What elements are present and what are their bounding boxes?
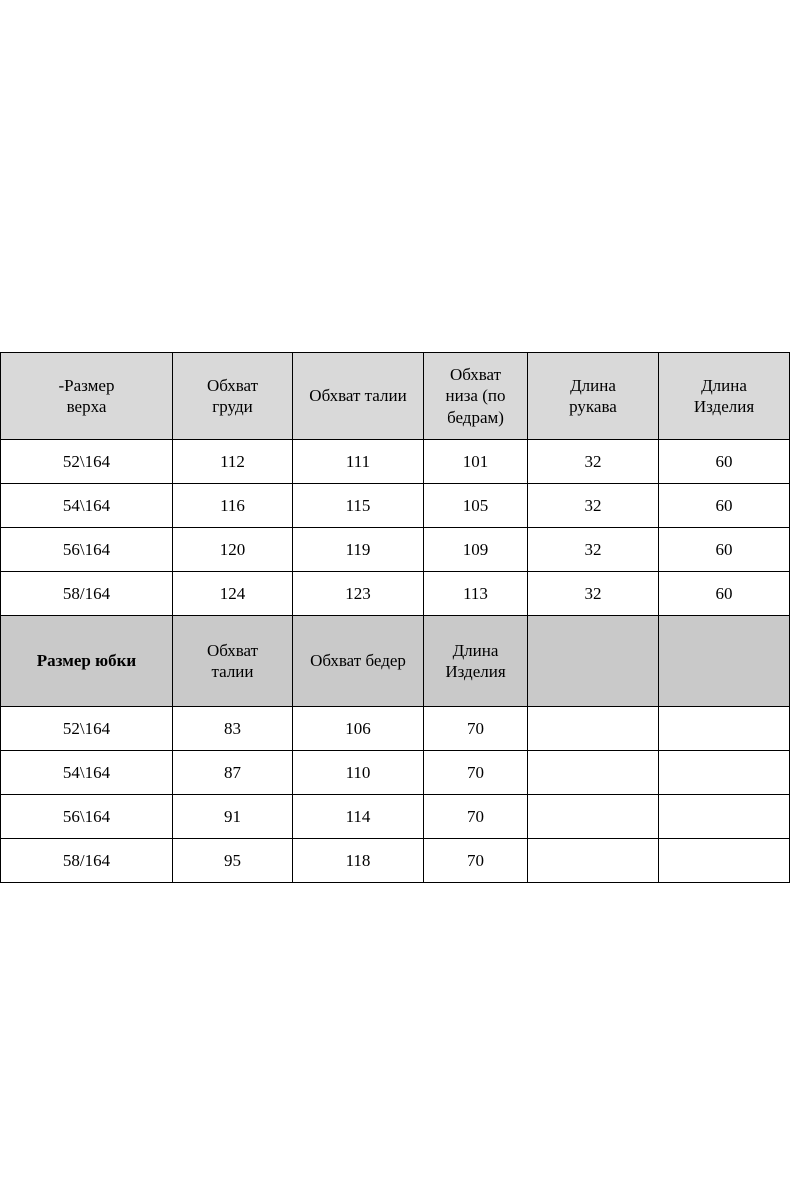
cell-skirt-size: 52\164: [1, 707, 173, 751]
cell-size: 58/164: [1, 572, 173, 616]
cell-item-length: 60: [659, 440, 790, 484]
cell-skirt-length: 70: [424, 839, 528, 883]
cell-skirt-length: 70: [424, 707, 528, 751]
header-line: верха: [66, 397, 107, 416]
header-cell-bottom: [424, 353, 528, 440]
cell-size: 54\164: [1, 484, 173, 528]
cell-skirt-hips: 114: [293, 795, 424, 839]
cell-skirt-hips: 106: [293, 707, 424, 751]
cell-chest: 120: [173, 528, 293, 572]
header-cell-sleeve-length: [528, 353, 659, 440]
table-row: [1, 795, 790, 839]
cell-skirt-size: 54\164: [1, 751, 173, 795]
cell-bottom: 109: [424, 528, 528, 572]
header-cell-skirt-hips: [293, 616, 424, 707]
cell-waist: 115: [293, 484, 424, 528]
header-cell-skirt-waist: [173, 616, 293, 707]
cell-bottom: 101: [424, 440, 528, 484]
size-table: [0, 352, 790, 883]
header-cell-empty: [659, 616, 790, 707]
table-row: [1, 707, 790, 751]
cell-chest: 116: [173, 484, 293, 528]
header-line: талии: [211, 662, 254, 681]
header-line: Длина: [570, 375, 616, 395]
header-line: Обхват: [449, 365, 502, 385]
cell-waist: 119: [293, 528, 424, 572]
table-row: [1, 528, 790, 572]
cell-skirt-waist: 87: [173, 751, 293, 795]
header-cell-top-size: [1, 353, 173, 440]
header-cell-empty: [528, 616, 659, 707]
header-cell-chest: [173, 353, 293, 440]
table-header-row-top: [1, 353, 790, 440]
cell-sleeve-length: 32: [528, 572, 659, 616]
table-row: [1, 484, 790, 528]
header-line: Обхват: [206, 375, 259, 395]
cell-empty: [528, 795, 659, 839]
cell-item-length: 60: [659, 528, 790, 572]
cell-item-length: 60: [659, 572, 790, 616]
cell-skirt-waist: 95: [173, 839, 293, 883]
size-chart-sheet: [0, 352, 800, 883]
cell-sleeve-length: 32: [528, 528, 659, 572]
cell-empty: [528, 839, 659, 883]
cell-skirt-size: 56\164: [1, 795, 173, 839]
header-line: Изделия: [693, 397, 755, 416]
cell-skirt-hips: 118: [293, 839, 424, 883]
cell-skirt-waist: 83: [173, 707, 293, 751]
table-row: [1, 751, 790, 795]
cell-empty: [659, 795, 790, 839]
cell-skirt-hips: 110: [293, 751, 424, 795]
header-cell-skirt-length: [424, 616, 528, 707]
cell-chest: 112: [173, 440, 293, 484]
header-line: груди: [212, 397, 253, 416]
header-line: Обхват талии: [309, 386, 407, 406]
header-line: бедрам): [447, 407, 504, 427]
header-cell-skirt-size: [1, 616, 173, 707]
header-line: Изделия: [445, 662, 506, 681]
header-cell-waist: [293, 353, 424, 440]
cell-empty: [528, 707, 659, 751]
cell-empty: [659, 839, 790, 883]
header-cell-item-length: [659, 353, 790, 440]
cell-sleeve-length: 32: [528, 440, 659, 484]
header-line: Длина: [701, 375, 747, 395]
cell-skirt-length: 70: [424, 751, 528, 795]
header-line: Обхват: [206, 640, 259, 660]
cell-bottom: 113: [424, 572, 528, 616]
table-row: [1, 440, 790, 484]
cell-chest: 124: [173, 572, 293, 616]
cell-bottom: 105: [424, 484, 528, 528]
header-line: рукава: [569, 397, 617, 416]
cell-sleeve-length: 32: [528, 484, 659, 528]
header-line: Размер юбки: [36, 651, 137, 671]
cell-waist: 111: [293, 440, 424, 484]
cell-empty: [659, 707, 790, 751]
cell-empty: [659, 751, 790, 795]
cell-size: 56\164: [1, 528, 173, 572]
cell-skirt-waist: 91: [173, 795, 293, 839]
cell-empty: [528, 751, 659, 795]
table-row: [1, 839, 790, 883]
header-line: низа (по: [445, 386, 506, 406]
cell-waist: 123: [293, 572, 424, 616]
cell-skirt-length: 70: [424, 795, 528, 839]
header-line: -Размер: [58, 375, 115, 395]
header-line: Обхват бедер: [310, 651, 406, 671]
table-row: [1, 572, 790, 616]
table-header-row-skirt: [1, 616, 790, 707]
header-line: Длина: [452, 640, 499, 660]
cell-skirt-size: 58/164: [1, 839, 173, 883]
cell-size: 52\164: [1, 440, 173, 484]
cell-item-length: 60: [659, 484, 790, 528]
